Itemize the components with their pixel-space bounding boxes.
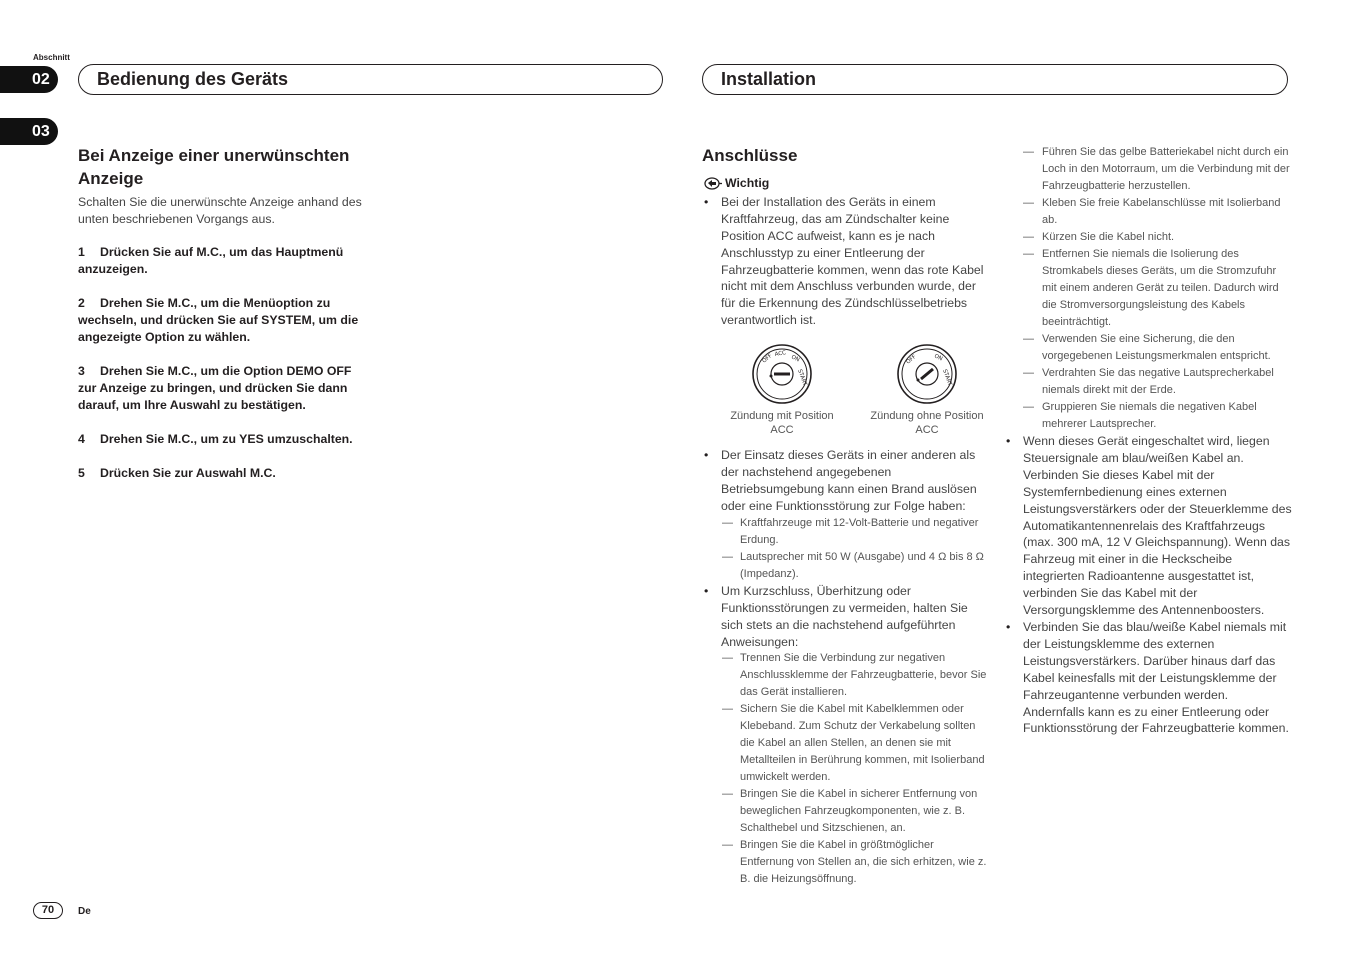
ignition-figures [722,343,987,437]
ignition-switch-acc-icon [751,343,813,405]
left-chapter-header: Bedienung des Geräts [78,64,663,95]
right-chapter-header: Installation [702,64,1288,95]
label-on-2: ON [933,353,944,363]
sub-item: — Trennen Sie die Verbindung zur negativen Anschlussklemme der Fahrzeugbatterie, bevor Sie das Gerät installieren. [702,650,987,701]
bullet-short-circuit: • Um Kurzschluss, Überhitzung oder Funktionsstörungen zu vermeiden, halten Sie sich stets an die nachstehend aufgeführten Anweisungen: [702,583,987,651]
sub-item: — Verwenden Sie eine Sicherung, die den vorgegebenen Leistungsmerkmalen entspricht. [1004,331,1292,365]
bullet-blue-white-cable: • Verbinden Sie das blau/weiße Kabel niemals mit der Leistungsklemme des externen Leistungsverstärkers. Darüber hinaus darf das Kabel keinesfalls mit der Leistungsklemme der Fahrzeugantenne verbunden werden. Andernfalls kann es zu einer Entleerung oder Funktionsstörung der Fahrzeugbatterie kommen. [1004,619,1292,737]
figure-with-acc [722,343,842,437]
label-acc: ACC [774,350,787,359]
right-section-title: Anschlüsse [702,146,798,165]
step-1: 1 Drücken Sie auf M.C., um das Hauptmenü anzuzeigen. [78,245,344,276]
sub-item: — Lautsprecher mit 50 W (Ausgabe) und 4 Ω bis 8 Ω (Impedanz). [702,549,987,583]
important-label: Wichtig [725,176,770,190]
label-off-2: OFF [905,354,918,366]
label-off: OFF [761,353,774,365]
label-start: START [796,368,808,387]
section-label: Abschnitt [33,53,70,62]
section-tab-02: 02 [0,66,58,93]
figure-without-acc [867,343,987,437]
sub-item: — Entfernen Sie niemals die Isolierung des Stromkabels dieses Geräts, um die Stromzufuhr mit einem anderen Gerät zu teilen. Dadurch wird die Stromversorgungsleistung des Kabels beeinträchtigt. [1004,246,1292,331]
left-intro: Schalten Sie die unerwünschte Anzeige anhand des unten beschriebenen Vorgangs aus. [78,195,362,226]
step-4: 4 Drehen Sie M.C., um zu YES umzuschalten. [78,432,353,446]
right-column [1004,144,1292,737]
sub-item: — Kleben Sie freie Kabelanschlüsse mit Isolierband ab. [1004,195,1292,229]
label-on: ON [790,354,801,364]
sub-item: — Kraftfahrzeuge mit 12-Volt-Batterie und negativer Erdung. [702,515,987,549]
section-tab-03: 03 [0,118,58,145]
left-column [78,144,368,499]
bullet-acc: • Bei der Installation des Geräts in einem Kraftfahrzeug, das am Zündschalter keine Position ACC aufweist, kann es je nach Anschlusstyp zu einer Entleerung der Fahrzeugbatterie kommen, wenn das rote Kabel nicht mit dem Anschluss verbunden wurde, der für die Erkennung des Zündschlüsselbetriebs verantwortlich ist. [702,194,987,329]
sub-item: — Bringen Sie die Kabel in sicherer Entfernung von beweglichen Fahrzeugkomponenten, wie z. B. Schalthebel und Sitzschienen, an. [702,786,987,837]
language-code: De [78,906,91,917]
sub-item: — Gruppieren Sie niemals die negativen Kabel mehrerer Lautsprecher. [1004,399,1292,433]
label-start-2: START [941,368,953,387]
sub-item: — Sichern Sie die Kabel mit Kabelklemmen oder Klebeband. Zum Schutz der Verkabelung sollten die Kabel an allen Stellen, an denen sie mit Metallteilen in Berührung kommen, mit Isolierband umwickelt werden. [702,701,987,786]
step-3: 3 Drehen Sie M.C., um die Option DEMO OFF zur Anzeige zu bringen, und drücken Sie dann darauf, um Ihre Auswahl zu bestätigen. [78,364,352,412]
sub-item: — Bringen Sie die Kabel in größtmöglicher Entfernung von Stellen an, die sich erhitzen, wie z. B. die Heizungsöffnung. [702,837,987,888]
sub-item: — Führen Sie das gelbe Batteriekabel nicht durch ein Loch in den Motorraum, um die Verbindung mit der Fahrzeugbatterie herzustellen. [1004,144,1292,195]
important-icon [702,177,722,190]
important-note [702,175,987,192]
page-number: 70 [33,902,63,919]
middle-column [702,144,987,888]
step-2: 2 Drehen Sie M.C., um die Menüoption zu wechseln, und drücken Sie auf SYSTEM, um die angezeigte Option zu wählen. [78,296,359,344]
figure-without-acc-caption: Zündung ohne Position ACC [870,410,984,437]
ignition-switch-no-acc-icon [896,343,958,405]
sub-item: — Verdrahten Sie das negative Lautsprecherkabel niemals direkt mit der Erde. [1004,365,1292,399]
sub-item: — Kürzen Sie die Kabel nicht. [1004,229,1292,246]
bullet-environment: • Der Einsatz dieses Geräts in einer anderen als der nachstehend angegebenen Betriebsumgebung kann einen Brand auslösen oder eine Funktionsstörung zur Folge haben: [702,447,987,515]
figure-with-acc-caption: Zündung mit Position ACC [730,410,834,437]
left-section-title: Bei Anzeige einer unerwünschten Anzeige [78,146,350,188]
step-5: 5 Drücken Sie zur Auswahl M.C. [78,466,276,480]
bullet-control-signal: • Wenn dieses Gerät eingeschaltet wird, liegen Steuersignale am blau/weißen Kabel an. Verbinden Sie dieses Kabel mit der Systemfernbedienung eines externen Leistungsverstärkers oder der Steuerklemme des Automatikantennenrelais des Kraftfahrzeugs (max. 300 mA, 12 V Gleichspannung). Wenn das Fahrzeug mit einer in die Heckscheibe integrierten Radioantenne ausgestattet ist, verbinden Sie das Kabel mit der Versorgungsklemme des Antennenboosters. [1004,433,1292,619]
